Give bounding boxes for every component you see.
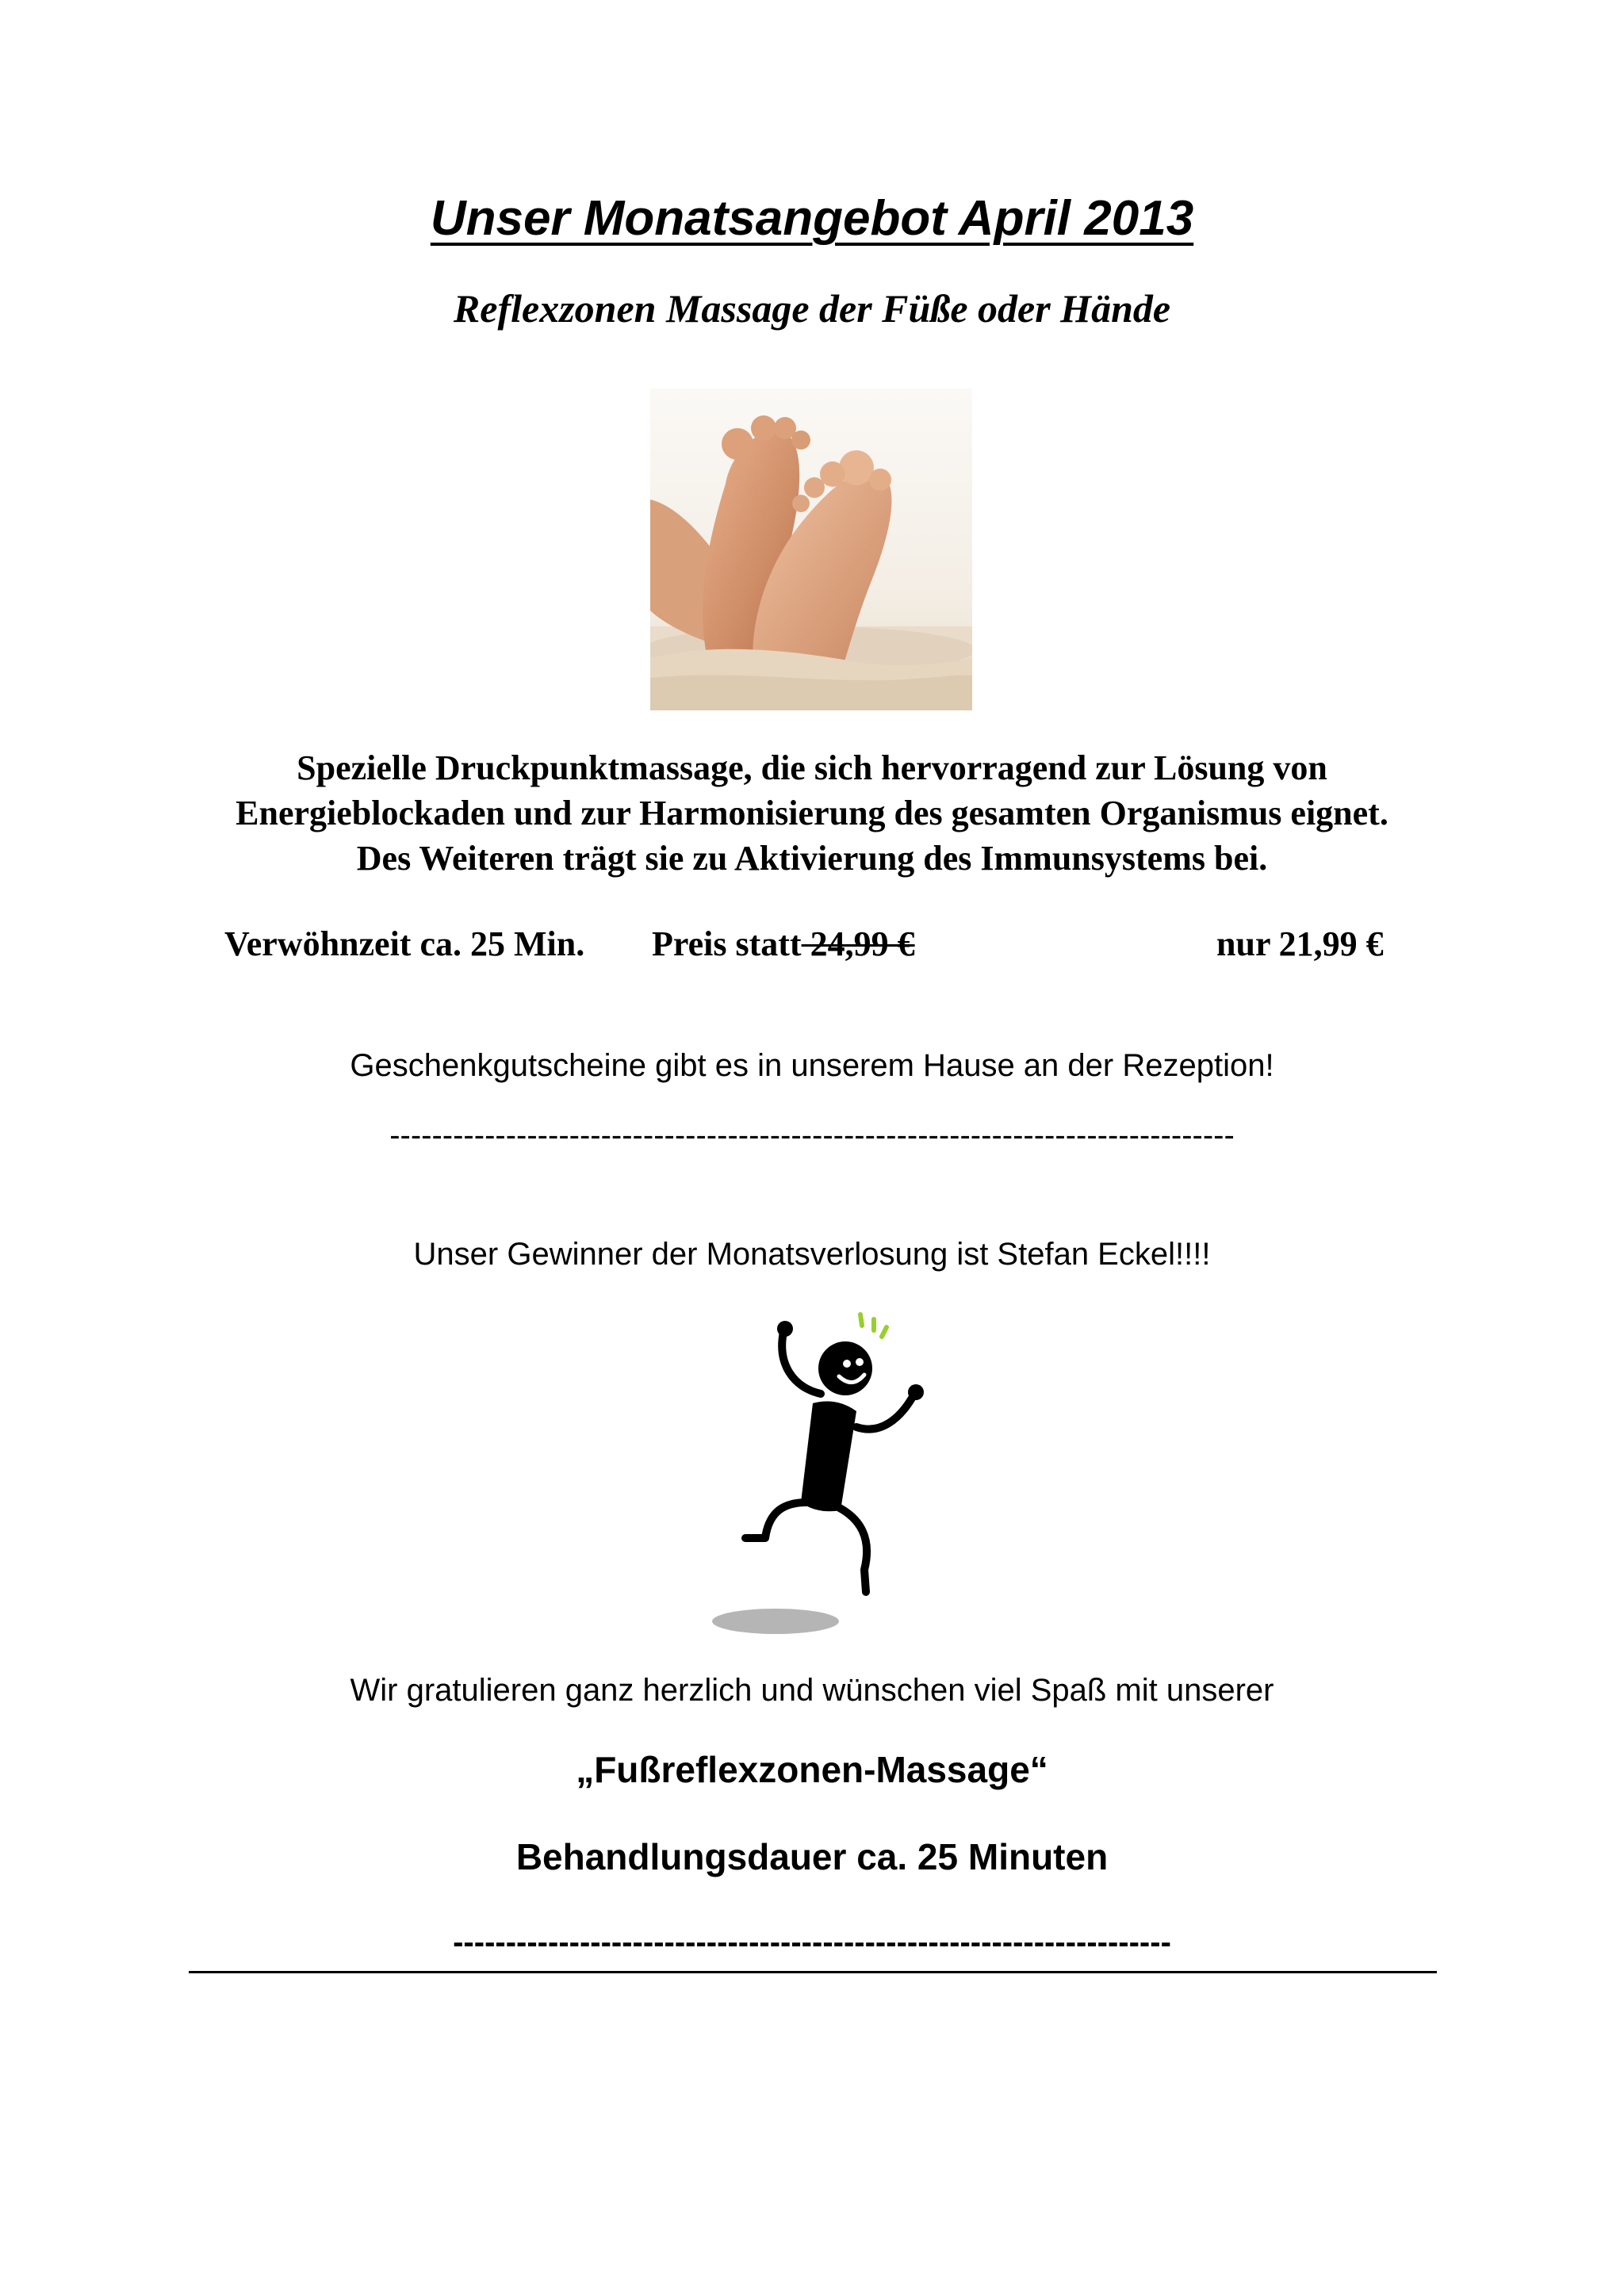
offer-description-text: Spezielle Druckpunktmassage, die sich hervorragend zur Lösung von Energieblockaden und zur Harmonisierung des gesamten Organismus eignet. Des Weiteren trägt sie zu Aktivierung des Immunsystems bei. bbox=[236, 748, 1388, 878]
offer-description bbox=[0, 745, 1624, 881]
massage-name: „Fußreflexzonen-Massage“ bbox=[576, 1749, 1048, 1790]
jumping-figure-icon bbox=[690, 1300, 944, 1641]
new-price: nur 21,99 € bbox=[1216, 924, 1384, 963]
bottom-rule bbox=[189, 1971, 1437, 1973]
duration-label: Verwöhnzeit ca. 25 Min. bbox=[224, 924, 585, 963]
treatment-duration: Behandlungsdauer ca. 25 Minuten bbox=[515, 1836, 1109, 1877]
dashed-divider: -------------------------------------------------------------------------------- bbox=[389, 1118, 1235, 1153]
winner-announcement: Unser Gewinner der Monatsverlosung ist Stefan Eckel!!!! bbox=[413, 1237, 1211, 1272]
old-price: 24,99 € bbox=[801, 924, 915, 963]
page-title: Unser Monatsangebot April 2013 bbox=[430, 191, 1194, 246]
congratulations-text: Wir gratulieren ganz herzlich und wünschen viel Spaß mit unserer bbox=[350, 1673, 1274, 1708]
page-subtitle: Reflexzonen Massage der Füße oder Hände bbox=[453, 286, 1171, 331]
feet-photo bbox=[650, 388, 972, 710]
price-statt-text: Preis statt bbox=[652, 924, 802, 963]
price-label bbox=[652, 924, 915, 964]
voucher-note: Geschenkgutscheine gibt es in unserem Hause an der Rezeption! bbox=[350, 1048, 1274, 1083]
bottom-dashed-divider: -------------------------------------------------------------------- bbox=[453, 1925, 1171, 1960]
